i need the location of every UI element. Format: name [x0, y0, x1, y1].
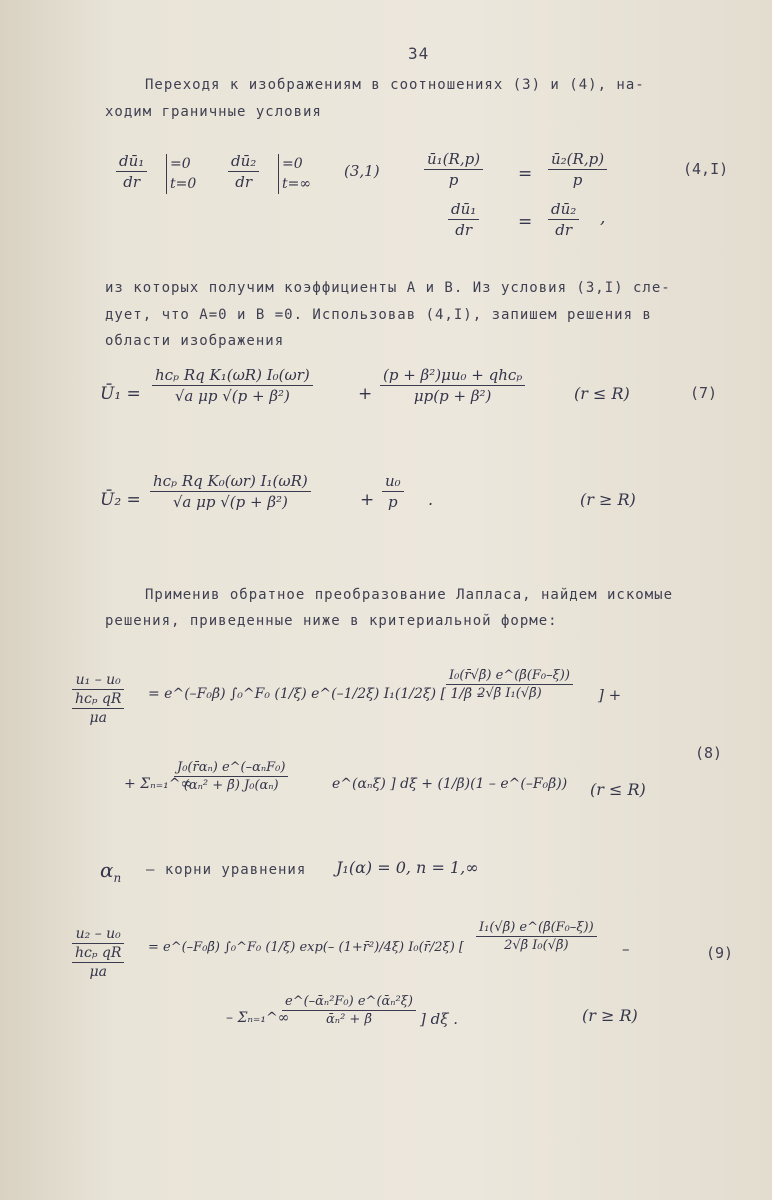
bc2-denominator: dr	[235, 173, 253, 191]
e9-lhs: u₂ – u₀ hᴄₚ qR μa	[72, 926, 124, 980]
page-number: 34	[408, 44, 430, 63]
equation-label-3-1: (3,1)	[344, 162, 380, 180]
e8-line-2-fraction: J₀(r̄αₙ) e^(–αₙF₀) (αₙ² + β̄) J₀(αₙ)	[174, 760, 288, 793]
bc1-derivative	[116, 152, 147, 191]
equation-label-4-1: (4,I)	[683, 160, 729, 178]
u2-period: .	[428, 490, 434, 509]
paragraph-1-line-1: Переходя к изображениям в соотношениях (3) и (4), на-	[145, 77, 645, 93]
comma: ,	[600, 208, 606, 228]
e9-condition: (r ≥ R)	[582, 1006, 638, 1025]
alpha-symbol: $\alpha_n$	[100, 858, 122, 885]
e8-line-1: = e^(–F₀β̄) ∫₀^F₀ (1/ξ) e^(–1/2ξ) I₁(1/2ξ) [ 1/β̄ –	[148, 686, 484, 702]
u1-plus: +	[358, 384, 373, 404]
e8-line-2-end: e^(αₙξ) ] dξ + (1/β̄)(1 – e^(–F₀β̄))	[332, 776, 568, 792]
e8-line-2-sum: + Σₙ₌₁^∞	[124, 776, 193, 792]
paragraph-2-line-1: из которых получим коэффициенты А и В. Из условия (3,I) сле-	[105, 280, 671, 296]
u1-condition: (r ≤ R)	[574, 384, 630, 403]
u2-fraction-2: u₀ p	[382, 472, 404, 511]
paragraph-1-line-2: ходим граничные условия	[105, 104, 322, 120]
u2-lhs: Ū₂ =	[100, 490, 141, 510]
bc3-left: ū₁(R,p) p	[424, 150, 483, 189]
e9-line-2-end: ] dξ .	[420, 1010, 459, 1028]
bc4-left: dū₁ dr	[448, 200, 479, 239]
bc1-condition: =0 t=0	[166, 154, 196, 194]
bc1-numerator: dū₁	[119, 152, 145, 170]
u2-plus: +	[360, 490, 375, 510]
e9-line-1-fraction: I₁(√β̄) e^(β̄(F₀–ξ)) 2√β̄ I₀(√β̄)	[476, 920, 597, 953]
equals-sign: =	[518, 164, 533, 184]
bessel-root-equation: J₁(α) = 0, n = 1,∞	[336, 858, 479, 877]
e9-line-2-sum: – Σₙ₌₁^∞	[226, 1010, 290, 1026]
equals-sign-2: =	[518, 212, 533, 232]
bc2-numerator: dū₂	[231, 152, 257, 170]
u1-lhs: Ū₁ =	[100, 384, 141, 404]
bc1-denominator: dr	[123, 173, 141, 191]
bc4-right: dū₂ dr	[548, 200, 579, 239]
u2-condition: (r ≥ R)	[580, 490, 636, 509]
equation-label-9: (9)	[706, 944, 734, 962]
e8-line-1-end: ] +	[598, 686, 622, 704]
paragraph-2-line-3: области изображения	[105, 333, 285, 349]
u1-fraction-2: (p + β²)μu₀ + qhᴄₚ μp(p + β²)	[380, 366, 525, 405]
equation-label-8: (8)	[695, 744, 723, 762]
paragraph-3-line-1: Применив обратное преобразование Лапласа, найдем искомые	[145, 587, 674, 603]
e9-line-1-end: –	[622, 940, 630, 958]
e8-lhs: u₁ – u₀ hᴄₚ qR μa	[72, 672, 124, 726]
e8-line-1-fraction: I₀(r̄√β̄) e^(β̄(F₀–ξ)) 2√β̄ I₁(√β̄)	[446, 668, 573, 701]
e9-line-1: = e^(–F₀β̄) ∫₀^F₀ (1/ξ) exp(– (1+r̄²)/4ξ) I₀(r̄/2ξ) [	[148, 940, 464, 955]
e9-line-2-fraction: e^(–ᾱₙ²F₀) e^(ᾱₙ²ξ) ᾱₙ² + β̄	[282, 994, 416, 1027]
paragraph-2-line-2: дует, что А=0 и В =0. Использовав (4,I), запишем решения в	[105, 307, 652, 323]
u2-fraction-1: hᴄₚ Rq K₀(ωr) I₁(ωR) √a μp √(p + β²)	[150, 472, 311, 511]
bc2-derivative	[228, 152, 259, 191]
bc3-right: ū₂(R,p) p	[548, 150, 607, 189]
paragraph-3-line-2: решения, приведенные ниже в критериальной форме:	[105, 613, 558, 629]
bc2-condition: =0 t=∞	[278, 154, 311, 194]
equation-label-7: (7)	[690, 384, 718, 402]
e8-condition: (r ≤ R)	[590, 780, 646, 799]
alpha-description: – корни уравнения	[146, 862, 307, 878]
u1-fraction-1: hᴄₚ Rq K₁(ωR) I₀(ωr) √a μp √(p + β²)	[152, 366, 313, 405]
